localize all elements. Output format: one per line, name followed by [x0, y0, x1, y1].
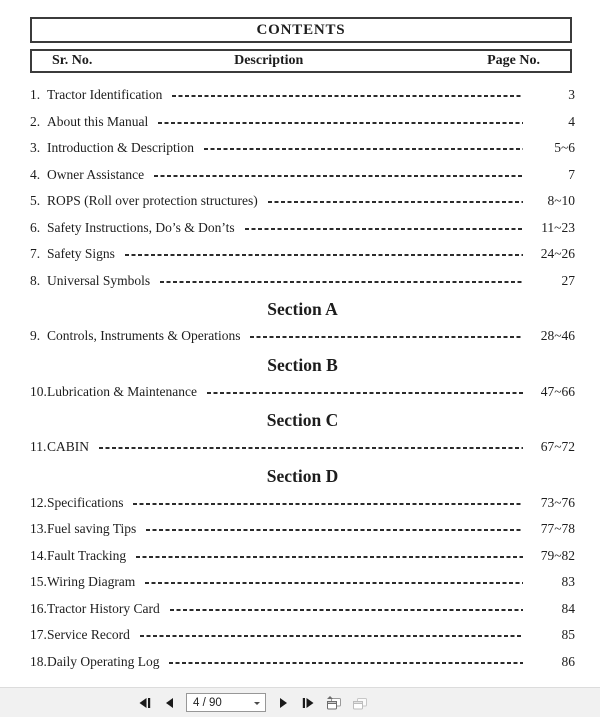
toc-row-number: 15. — [30, 574, 47, 589]
toc-row-label: Introduction & Description — [47, 140, 194, 155]
previous-view-button[interactable] — [325, 695, 342, 711]
last-page-button[interactable] — [300, 695, 316, 711]
toc-row-number: 7. — [30, 246, 41, 261]
toc-row-number: 13. — [30, 521, 47, 536]
toc-row-label: Fault Tracking — [47, 547, 127, 563]
toc-row — [30, 219, 575, 237]
toc-row — [30, 520, 575, 538]
dotted-leader — [140, 635, 523, 637]
toc-row-page: 11~23 — [541, 219, 575, 235]
previous-view-icon — [326, 696, 342, 710]
toc-row-number: 9. — [30, 328, 41, 343]
toc-row-page: 73~76 — [540, 494, 575, 510]
page-number-input[interactable] — [186, 693, 266, 712]
dotted-leader — [154, 175, 523, 177]
toc-row-page: 47~66 — [540, 383, 575, 399]
dotted-leader — [250, 336, 523, 338]
toc-row-label: Safety Instructions, Do’s & Don’ts — [47, 219, 235, 235]
page-dropdown-caret-icon[interactable] — [254, 702, 260, 708]
dotted-leader — [204, 148, 523, 150]
contents-title-box — [30, 17, 572, 43]
dotted-leader — [133, 503, 523, 505]
next-view-icon — [352, 696, 368, 710]
toc-list — [30, 73, 575, 671]
toc-row-label: Controls, Instruments & Operations — [47, 328, 241, 343]
column-header-sr-no: Sr. No. — [52, 53, 93, 68]
previous-page-icon — [165, 697, 174, 709]
toc-row-page: 83 — [561, 574, 575, 589]
last-page-icon — [302, 697, 315, 709]
toc-row — [30, 139, 575, 157]
first-page-icon — [138, 697, 151, 709]
toc-row — [30, 86, 575, 104]
toc-row-number: 10. — [30, 383, 47, 399]
dotted-leader — [146, 529, 523, 531]
toc-row-number: 4. — [30, 166, 41, 182]
toc-row-label: About this Manual — [47, 113, 149, 129]
dotted-leader — [169, 662, 523, 664]
dotted-leader — [170, 609, 523, 611]
dotted-leader — [158, 122, 523, 124]
toc-row-page: 84 — [561, 600, 575, 616]
dotted-leader — [160, 281, 523, 283]
table-header — [30, 49, 572, 73]
toc-row — [30, 547, 575, 565]
toc-row-number: 6. — [30, 219, 41, 235]
toc-row-number: 8. — [30, 272, 41, 288]
toc-row — [30, 494, 575, 512]
toc-row-page: 3 — [568, 87, 575, 102]
toc-row-page: 24~26 — [540, 246, 575, 261]
toc-row-label: Lubrication & Maintenance — [47, 383, 197, 399]
toc-row-label: Fuel saving Tips — [47, 521, 137, 536]
toc-row-number: 1. — [30, 87, 41, 102]
toc-row — [30, 626, 575, 644]
toc-row-page: 77~78 — [540, 521, 575, 536]
toc-row-number: 17. — [30, 627, 47, 642]
page-number-value: 4 / 90 — [193, 696, 222, 709]
toc-row-page: 67~72 — [540, 439, 575, 454]
toc-row-number: 12. — [30, 494, 47, 510]
dotted-leader — [172, 95, 523, 97]
toc-row-number: 18. — [30, 653, 47, 669]
dotted-leader — [99, 447, 523, 449]
toc-row-page: 27 — [561, 272, 575, 288]
toc-row-label: Universal Symbols — [47, 272, 151, 288]
toc-row-label: Daily Operating Log — [47, 653, 160, 669]
toc-row-page: 5~6 — [554, 140, 575, 155]
section-heading: Section D — [266, 465, 339, 486]
toc-row — [30, 600, 575, 618]
toc-row-page: 86 — [561, 653, 575, 669]
dotted-leader — [245, 228, 523, 230]
toc-row-number: 11. — [30, 439, 47, 454]
toc-row-label: CABIN — [47, 439, 90, 454]
toc-row — [30, 653, 575, 671]
toc-row — [30, 573, 575, 591]
first-page-button[interactable] — [136, 695, 152, 711]
toc-row-page: 7 — [568, 166, 575, 182]
toc-row-page: 28~46 — [540, 328, 575, 343]
dotted-leader — [125, 254, 523, 256]
toc-row-number: 2. — [30, 113, 41, 129]
toc-row — [30, 438, 575, 456]
toc-row-number: 14. — [30, 547, 47, 563]
toc-row-label: Wiring Diagram — [47, 574, 136, 589]
toc-row-page: 4 — [568, 113, 575, 129]
dotted-leader — [136, 556, 523, 558]
column-header-description: Description — [234, 53, 304, 68]
section-heading: Section A — [267, 299, 338, 319]
section-heading: Section B — [267, 354, 338, 375]
toc-row-label: ROPS (Roll over protection structures) — [47, 193, 258, 208]
next-page-icon — [279, 697, 288, 709]
previous-page-button[interactable] — [161, 695, 177, 711]
toc-row — [30, 327, 575, 345]
toc-row — [30, 383, 575, 401]
toc-row — [30, 166, 575, 184]
page-title: CONTENTS — [256, 21, 346, 38]
next-page-button[interactable] — [275, 695, 291, 711]
toc-row-number: 16. — [30, 600, 47, 616]
toc-row-label: Specifications — [47, 494, 124, 510]
column-header-page-no: Page No. — [487, 53, 540, 68]
toc-row — [30, 192, 575, 210]
dotted-leader — [268, 201, 523, 203]
toc-row-label: Tractor Identification — [47, 87, 163, 102]
toc-row-number: 3. — [30, 140, 41, 155]
toc-row — [30, 113, 575, 131]
next-view-button[interactable] — [351, 695, 368, 711]
toc-row — [30, 245, 575, 263]
toc-row-label: Owner Assistance — [47, 166, 145, 182]
toc-row-page: 79~82 — [540, 547, 575, 563]
dotted-leader — [207, 392, 523, 394]
toc-row-label: Safety Signs — [47, 246, 115, 261]
toc-row-number: 5. — [30, 193, 41, 208]
toc-row-page: 85 — [561, 627, 575, 642]
toc-row-label: Tractor History Card — [47, 600, 160, 616]
section-heading: Section C — [266, 410, 339, 430]
toc-row-label: Service Record — [47, 627, 130, 642]
toc-row — [30, 272, 575, 290]
dotted-leader — [145, 582, 523, 584]
pager-toolbar — [0, 687, 600, 717]
toc-row-page: 8~10 — [547, 193, 575, 208]
